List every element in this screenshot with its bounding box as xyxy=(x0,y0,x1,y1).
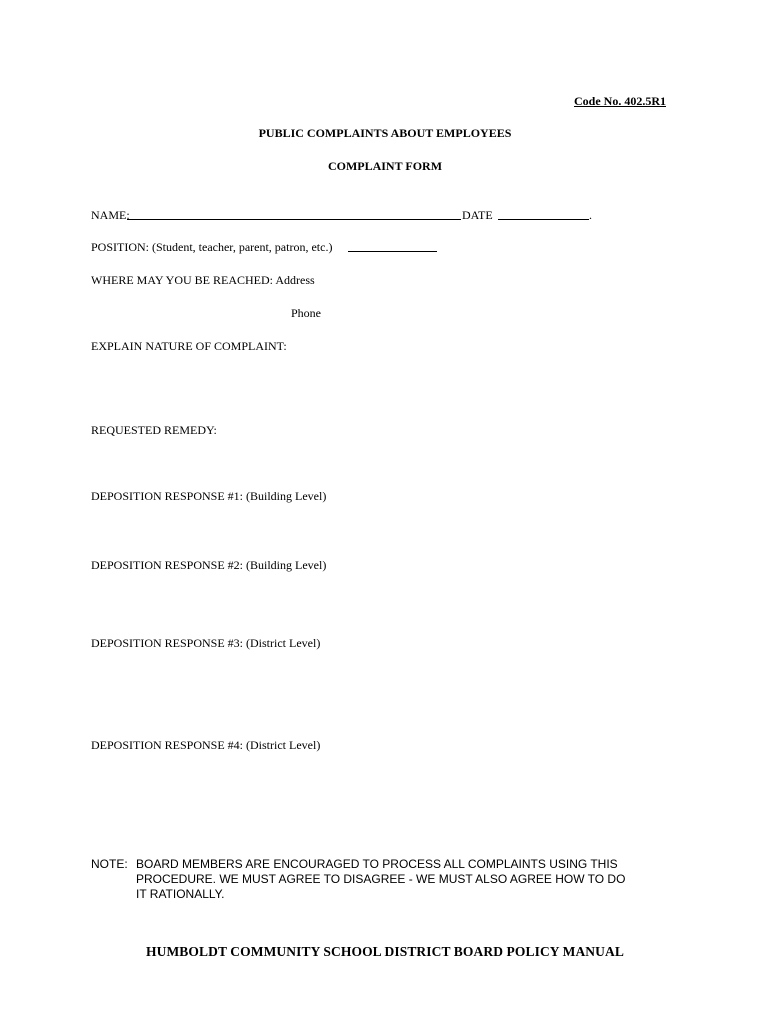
deposition-response-2: DEPOSITION RESPONSE #2: (Building Level) xyxy=(91,558,327,572)
position-field-line[interactable] xyxy=(348,251,437,252)
note-line: IT RATIONALLY. xyxy=(136,887,225,901)
date-field-line[interactable] xyxy=(498,219,589,220)
date-label: DATE xyxy=(462,208,493,222)
note-line: PROCEDURE. WE MUST AGREE TO DISAGREE - WE MUST ALSO AGREE HOW TO DO xyxy=(136,872,626,886)
complaint-nature-label: EXPLAIN NATURE OF COMPLAINT: xyxy=(91,339,287,353)
date-trailing-period: . xyxy=(589,208,592,222)
deposition-response-1: DEPOSITION RESPONSE #1: (Building Level) xyxy=(91,489,327,503)
policy-code: Code No. 402.5R1 xyxy=(574,94,666,108)
note-line: BOARD MEMBERS ARE ENCOURAGED TO PROCESS ALL COMPLAINTS USING THIS xyxy=(136,857,618,871)
position-label: POSITION: (Student, teacher, parent, patron, etc.) xyxy=(91,240,333,254)
name-field-line[interactable] xyxy=(127,219,461,220)
form-title: PUBLIC COMPLAINTS ABOUT EMPLOYEES xyxy=(258,126,512,140)
requested-remedy-label: REQUESTED REMEDY: xyxy=(91,423,217,437)
deposition-response-3: DEPOSITION RESPONSE #3: (District Level) xyxy=(91,636,321,650)
note-body xyxy=(136,857,646,902)
note-label: NOTE: xyxy=(91,857,128,871)
name-label: NAME: xyxy=(91,208,130,222)
contact-phone-label: Phone xyxy=(291,306,321,320)
form-subtitle: COMPLAINT FORM xyxy=(327,159,443,173)
contact-address-label: WHERE MAY YOU BE REACHED: Address xyxy=(91,273,315,287)
deposition-response-4: DEPOSITION RESPONSE #4: (District Level) xyxy=(91,738,321,752)
policy-manual-footer: HUMBOLDT COMMUNITY SCHOOL DISTRICT BOARD POLICY MANUAL xyxy=(146,944,624,959)
